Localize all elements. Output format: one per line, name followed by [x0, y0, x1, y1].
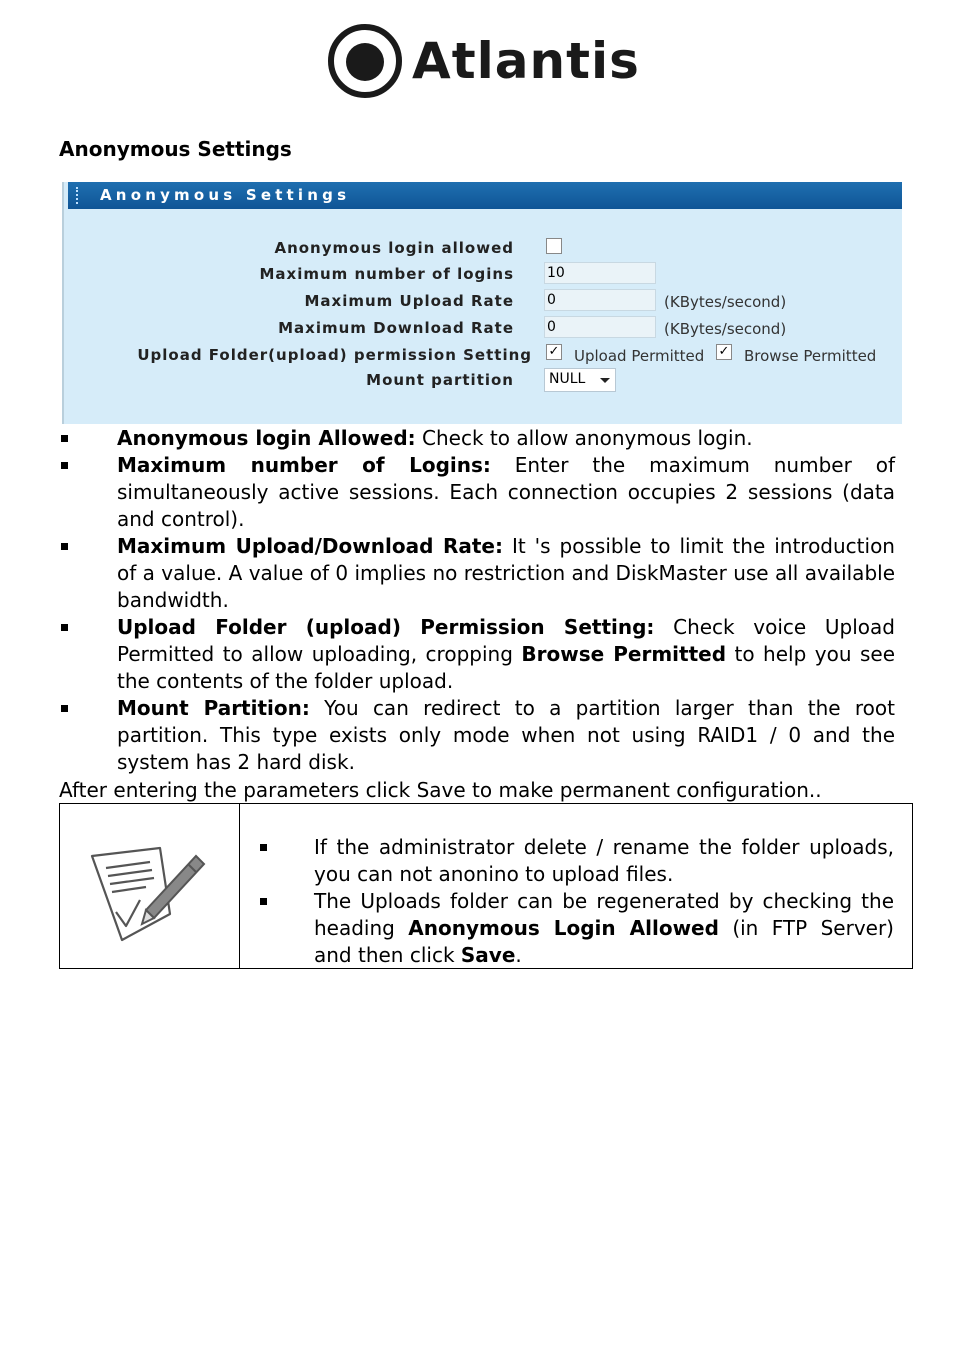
- note-bold: Anonymous Login Allowed: [408, 916, 719, 940]
- note-item: [258, 888, 894, 969]
- row-mount-partition: [64, 368, 902, 392]
- panel-header: [68, 182, 902, 209]
- label-max-download: Maximum Download Rate: [278, 319, 514, 337]
- panel-title: Anonymous Settings: [100, 186, 351, 204]
- bullet-term: Mount Partition:: [117, 696, 310, 720]
- bullet-term: Upload Folder (upload) Permission Setting:: [117, 615, 655, 639]
- bullet-text: It 's possible to limit the introduction of a value. A value of 0 implies no restriction and DiskMaster use all available bandwidth.: [117, 534, 895, 612]
- list-item: [59, 425, 895, 452]
- section-heading: Anonymous Settings: [59, 137, 292, 161]
- note-text: .: [515, 943, 522, 967]
- row-max-upload: [64, 289, 902, 313]
- logo-text: Atlantis: [412, 32, 640, 90]
- note-text: (in FTP Server) and then click: [314, 916, 894, 967]
- list-item: [59, 533, 895, 614]
- anonymous-settings-panel: [62, 182, 902, 424]
- panel-grip-icon: [76, 187, 81, 204]
- label-max-upload: Maximum Upload Rate: [304, 292, 514, 310]
- upload-permitted-label: Upload Permitted: [574, 347, 705, 365]
- browse-permitted-label: Browse Permitted: [744, 347, 877, 365]
- bullet-bold: Browse Permitted: [521, 642, 727, 666]
- upload-unit: (KBytes/second): [664, 293, 787, 311]
- download-unit: (KBytes/second): [664, 320, 787, 338]
- bullet-text: You can redirect to a partition larger than the root partition. This type exists only mode when not using RAID1 / 0 and the system has 2 hard disk.: [117, 696, 895, 774]
- bullet-icon: [260, 844, 267, 851]
- bullet-text: Enter the maximum number of simultaneously active sessions. Each connection occupies 2 sessions (data and control).: [117, 453, 895, 531]
- note-box: [59, 803, 913, 969]
- bullet-icon: [61, 624, 68, 631]
- note-divider: [239, 804, 240, 968]
- list-item: [59, 695, 895, 776]
- note-item: [258, 834, 894, 888]
- browse-permitted-checkbox[interactable]: ✓: [716, 344, 732, 360]
- label-max-logins: Maximum number of logins: [259, 265, 514, 283]
- note-text: If the administrator delete / rename the folder uploads, you can not anonino to upload files.: [314, 835, 894, 886]
- settings-description-list: [59, 425, 895, 776]
- note-bold: Save: [460, 943, 516, 967]
- bullet-icon: [61, 462, 68, 469]
- row-max-download: [64, 316, 902, 340]
- bullet-text: to help you see the contents of the folder upload.: [117, 642, 895, 693]
- bullet-text: Check to allow anonymous login.: [415, 426, 753, 450]
- max-download-input[interactable]: 0: [544, 316, 656, 338]
- chevron-down-icon: [600, 378, 610, 383]
- mount-partition-select[interactable]: [544, 368, 616, 392]
- logo-circle-icon: [326, 22, 404, 100]
- list-item: [59, 452, 895, 533]
- anonymous-login-checkbox[interactable]: [546, 238, 562, 254]
- label-upload-permission: Upload Folder(upload) permission Setting: [137, 346, 532, 364]
- bullet-text: Check voice Upload Permitted to allow uploading, cropping: [117, 615, 895, 666]
- upload-permitted-checkbox[interactable]: ✓: [546, 344, 562, 360]
- bullet-icon: [260, 898, 267, 905]
- row-anonymous-login: [64, 236, 902, 260]
- bullet-icon: [61, 543, 68, 550]
- bullet-term: Anonymous login Allowed:: [117, 426, 416, 450]
- label-anonymous-login: Anonymous login allowed: [274, 239, 514, 257]
- bullet-term: Maximum Upload/Download Rate:: [117, 534, 503, 558]
- row-upload-permission: [64, 343, 902, 367]
- mount-partition-value: NULL: [549, 371, 586, 387]
- label-mount-partition: Mount partition: [366, 371, 514, 389]
- note-list: [258, 834, 894, 969]
- note-text: The Uploads folder can be regenerated by checking the heading: [314, 889, 894, 940]
- atlantis-logo: [326, 22, 640, 100]
- max-logins-input[interactable]: 10: [544, 262, 656, 284]
- note-pencil-icon: [88, 834, 208, 948]
- bullet-icon: [61, 705, 68, 712]
- max-upload-input[interactable]: 0: [544, 289, 656, 311]
- after-text: After entering the parameters click Save to make permanent configuration..: [59, 778, 822, 802]
- row-max-logins: [64, 262, 902, 286]
- list-item: [59, 614, 895, 695]
- bullet-term: Maximum number of Logins:: [117, 453, 491, 477]
- bullet-icon: [61, 435, 68, 442]
